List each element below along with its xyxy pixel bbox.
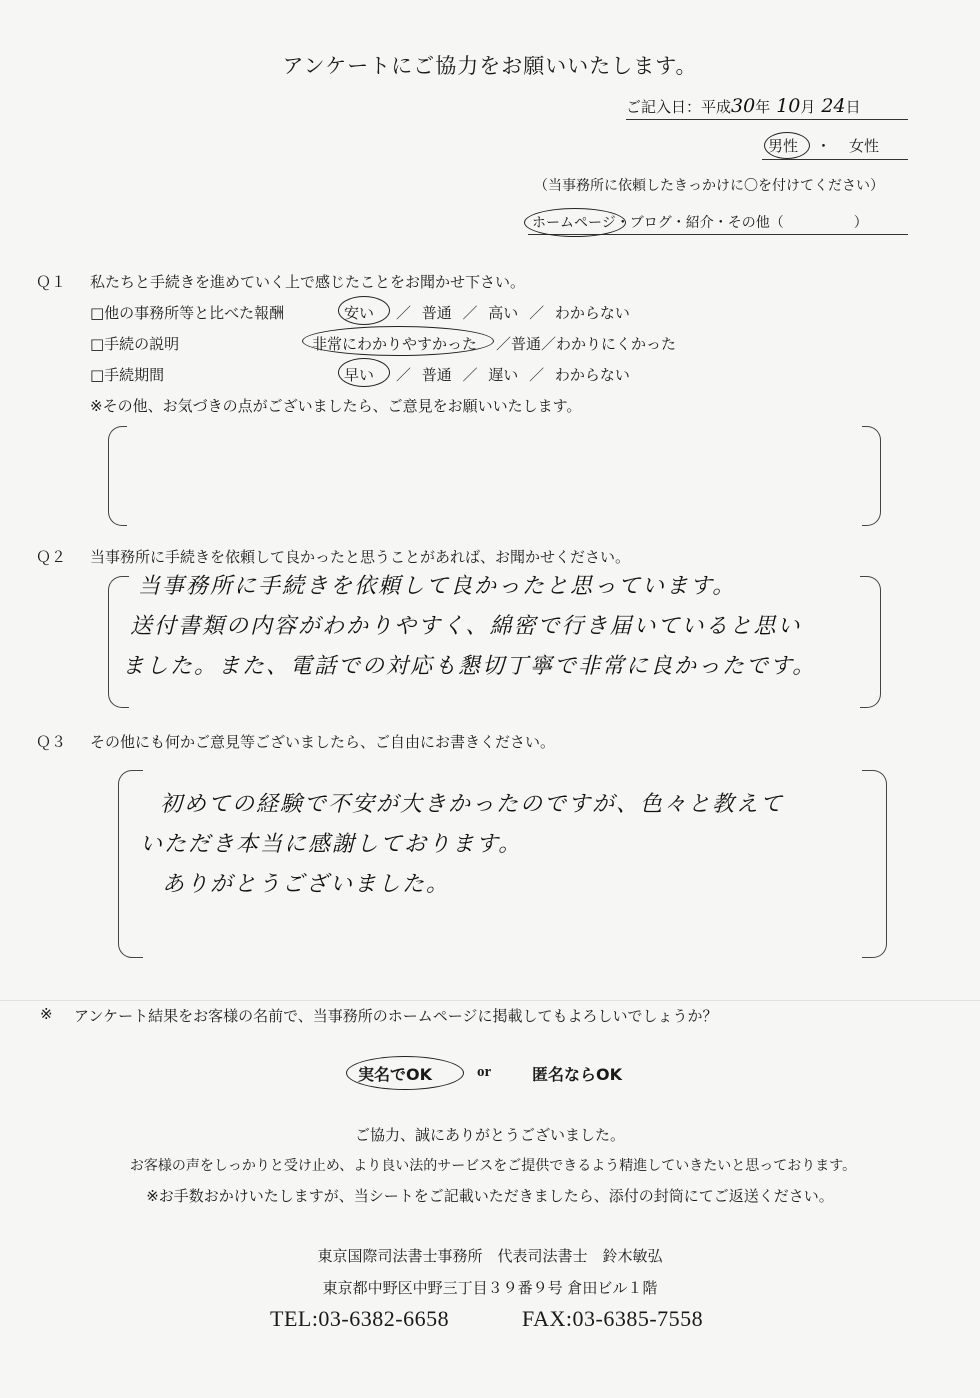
q2-answer-line-2: 送付書類の内容がわかりやすく、綿密で行き届いていると思い — [130, 614, 802, 639]
q2-answer-line-3: ました。また、電話での対応も懇切丁寧で非常に良かったです。 — [122, 654, 817, 679]
gender-female: 女性 — [849, 137, 880, 155]
publish-option-real-name: 実名でOK — [358, 1065, 433, 1084]
q3-answer-box-right — [862, 770, 887, 958]
q1-question: 私たちと手続きを進めていく上で感じたことをお聞かせ下さい。 — [90, 273, 526, 291]
q1-item-duration: □手続期間 — [90, 366, 165, 384]
q3-answer-line-3: ありがとうございました。 — [162, 872, 451, 897]
closing-commitment: お客様の声をしっかりと受け止め、より良い法的サービスをご提供できるよう精進していきたいと思っております。 — [129, 1158, 857, 1174]
q2-answer-box-left — [108, 576, 129, 708]
q3-question: その他にも何かご意見等ございましたら、ご自由にお書きください。 — [90, 733, 556, 751]
q3-label: Ｑ３ — [36, 733, 67, 751]
handwritten-circle-cheap — [338, 296, 390, 325]
date-year: 30 — [731, 95, 756, 117]
publish-option-anonymous: 匿名ならOK — [532, 1065, 623, 1084]
q2-answer-box-right — [860, 576, 881, 708]
closing-thanks: ご協力、誠にありがとうございました。 — [354, 1126, 625, 1144]
gender-separator: ・ — [816, 137, 832, 155]
publish-mark: ※ — [40, 1005, 53, 1023]
date-day: 24 — [821, 95, 846, 117]
handwritten-circle-male — [764, 132, 810, 159]
date-year-suffix: 年 — [755, 98, 771, 116]
trigger-homepage: ホームページ — [532, 215, 616, 231]
q1-explanation-other: ／普通／わかりにくかった — [496, 335, 677, 353]
q2-label: Ｑ２ — [36, 548, 67, 566]
q1-note: ※その他、お気づきの点がございましたら、ご意見をお願いいたします。 — [90, 397, 582, 415]
q2-answer-line-1: 当事務所に手続きを依頼して良かったと思っています。 — [138, 574, 737, 599]
publish-question: アンケート結果をお客様の名前で、当事務所のホームページに掲載してもよろしいでしょうか？ — [74, 1007, 718, 1025]
office-fax: FAX:03-6385-7558 — [522, 1306, 704, 1331]
q1-item-explanation: □手続の説明 — [90, 335, 180, 353]
office-address: 東京都中野区中野三丁目３９番９号 倉田ビル１階 — [322, 1279, 658, 1297]
date-line — [626, 95, 908, 120]
publish-or: or — [477, 1064, 492, 1080]
q1-duration-circled: 早い — [344, 366, 375, 384]
q1-fee-circled: 安い — [344, 304, 375, 322]
paper-fold-line — [0, 1000, 980, 1001]
q3-answer-line-1: 初めての経験で不安が大きかったのですが、色々と教えて — [160, 792, 785, 817]
trigger-other-options: ・ブログ・紹介・その他（ ） — [615, 215, 868, 231]
q1-fee-other: ／ 普通 ／ 高い ／ わからない — [396, 304, 630, 322]
q3-answer-box-left — [118, 770, 143, 958]
q1-label: Ｑ１ — [36, 273, 67, 291]
trigger-instruction: （当事務所に依頼したきっかけに〇を付けてください） — [534, 178, 884, 194]
q1-explanation-circled: 非常にわかりやすかった — [312, 335, 478, 353]
gender-male: 男性 — [768, 137, 799, 155]
handwritten-circle-homepage — [524, 208, 626, 237]
q1-answer-box-left — [108, 426, 127, 526]
q1-answer-box-right — [862, 426, 881, 526]
date-month-suffix: 月 — [800, 98, 816, 116]
office-tel: TEL:03-6382-6658 — [270, 1306, 450, 1331]
office-name: 東京国際司法書士事務所 代表司法書士 鈴木敏弘 — [317, 1247, 663, 1265]
date-day-suffix: 日 — [845, 98, 861, 116]
q1-duration-other: ／ 普通 ／ 遅い ／ わからない — [396, 366, 630, 384]
closing-return-note: ※お手数おかけいたしますが、当シートをご記載いただきましたら、添付の封筒にてご返送ください。 — [146, 1187, 834, 1205]
handwritten-circle-fast — [338, 358, 390, 387]
date-label: ご記入日：平成 — [626, 98, 732, 116]
date-month: 10 — [776, 95, 801, 117]
q1-item-fee: □他の事務所等と比べた報酬 — [90, 304, 285, 322]
handwritten-circle-very-clear — [302, 326, 494, 356]
handwritten-circle-real-name — [346, 1056, 464, 1090]
q2-question: 当事務所に手続きを依頼して良かったと思うことがあれば、お聞かせください。 — [90, 548, 631, 566]
page-title: アンケートにご協力をお願いいたします。 — [282, 54, 698, 78]
q3-answer-line-2: いただき本当に感謝しております。 — [140, 832, 523, 857]
